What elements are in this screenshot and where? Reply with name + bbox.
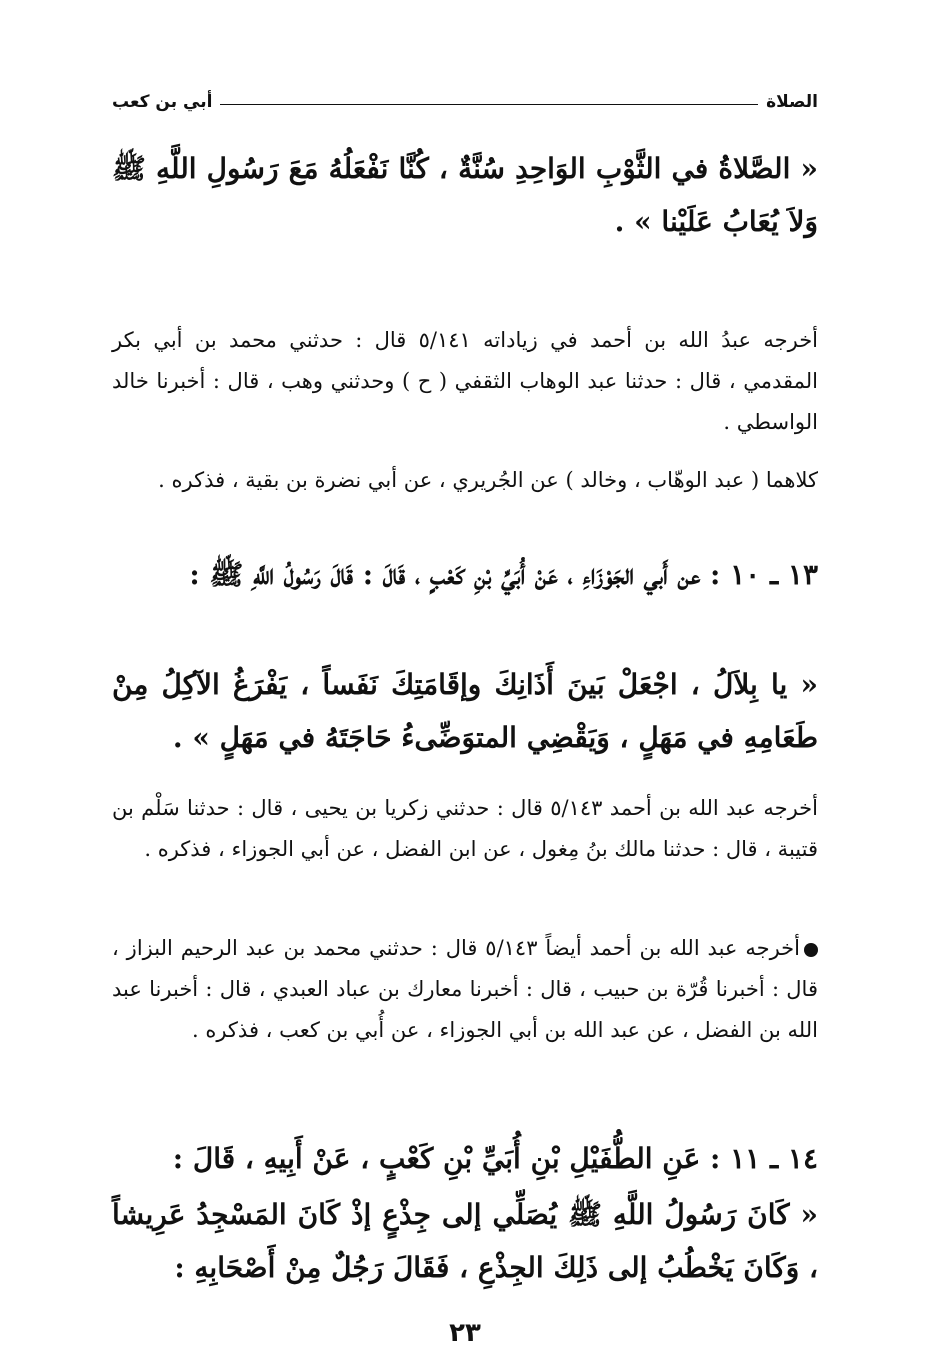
isnad-paragraph-2: كلاهما ( عبد الوهّاب ، وخالد ) عن الجُريري ، عن أبي نضرة بن بقية ، فذكره . [158,468,818,492]
narration-heading-14: ١٤ ـ ١١ : عَنِ الطُّفَيْلِ بْنِ أُبَيِّ بْنِ كَعْبٍ ، عَنْ أَبِيهِ ، قَالَ : [172,1142,818,1175]
hadith-text-1: « الصَّلاةُ في الثَّوْبِ الوَاحِدِ سُنَّةٌ ، كُنَّا نَفْعَلُهُ مَعَ رَسُولِ اللَّهِ ﷺ وَلاَ يُعَابُ عَلَيْنا » . [112,152,818,238]
isnad-paragraph-1: أخرجه عبدُ الله بن أحمد في زياداته ٥/١٤١ قال : حدثني محمد بن أبي بكر المقدمي ، قال : حدثنا عبد الوهاب الثقفي ( ح ) وحدثني وهب ، قال : أخبرنا خالد الواسطي . [112,328,819,434]
hadith-text-3: « كَانَ رَسُولُ اللَّهِ ﷺ يُصَلِّي إلى جِذْعٍ إذْ كَانَ المَسْجِدُ عَرِيشاً ، وَكَانَ يَخْطُبُ إلى ذَلِكَ الجِذْعِ ، فَقَالَ رَجُلٌ مِنْ أَصْحَابِهِ : [112,1198,818,1284]
hadith-text-2: « يا بِلاَلُ ، اجْعَلْ بَينَ أَذَانِكَ وإقَامَتِكَ نَفَساً ، يَفْرَغُ الآكِلُ مِنْ طَعَامِهِ في مَهَلٍ ، وَيَقْضِي المتوَضِّىءُ حَاجَتَهُ في مَهَلٍ » . [112,668,818,754]
isnad-paragraph-4-text: أخرجه عبد الله بن أحمد أيضاً ٥/١٤٣ قال : حدثني محمد بن عبد الرحيم البزاز ، قال : أخبرنا قُرّة بن حبيب ، قال : أخبرنا معارك بن عباد العبدي ، قال : أخبرنا عبد الله بن الفضل ، عن عبد الله بن أبي الجوزاء ، عن أُبي بن كعب ، فذكره . [112,936,818,1042]
isnad-paragraph-4 [112,928,818,1051]
narration-heading-13: ١٣ ـ ١٠ : عن أَبي الجَوْزَاءِ ، عَنْ أُبَيِّ بْنِ كَعْبٍ ، قَالَ : قَالَ رَسُولُ اللَّهِ ﷺ : [189,558,818,591]
book-page [112,88,819,1348]
bullet-dot-icon [804,943,818,957]
header-rule [220,104,758,105]
isnad-paragraph-3: أخرجه عبد الله بن أحمد ٥/١٤٣ قال : حدثني زكريا بن يحيى ، قال : حدثنا سَلْم بن قتيبة ، قال : حدثنا مالك بنُ مِغول ، عن ابن الفضل ، عن أبي الجوزاء ، فذكره . [112,796,818,861]
page-number: ٢٣ [449,1318,481,1348]
author-title: أبي بن كعب [112,92,213,112]
running-header [112,88,818,116]
chapter-title: الصلاة [766,92,818,112]
